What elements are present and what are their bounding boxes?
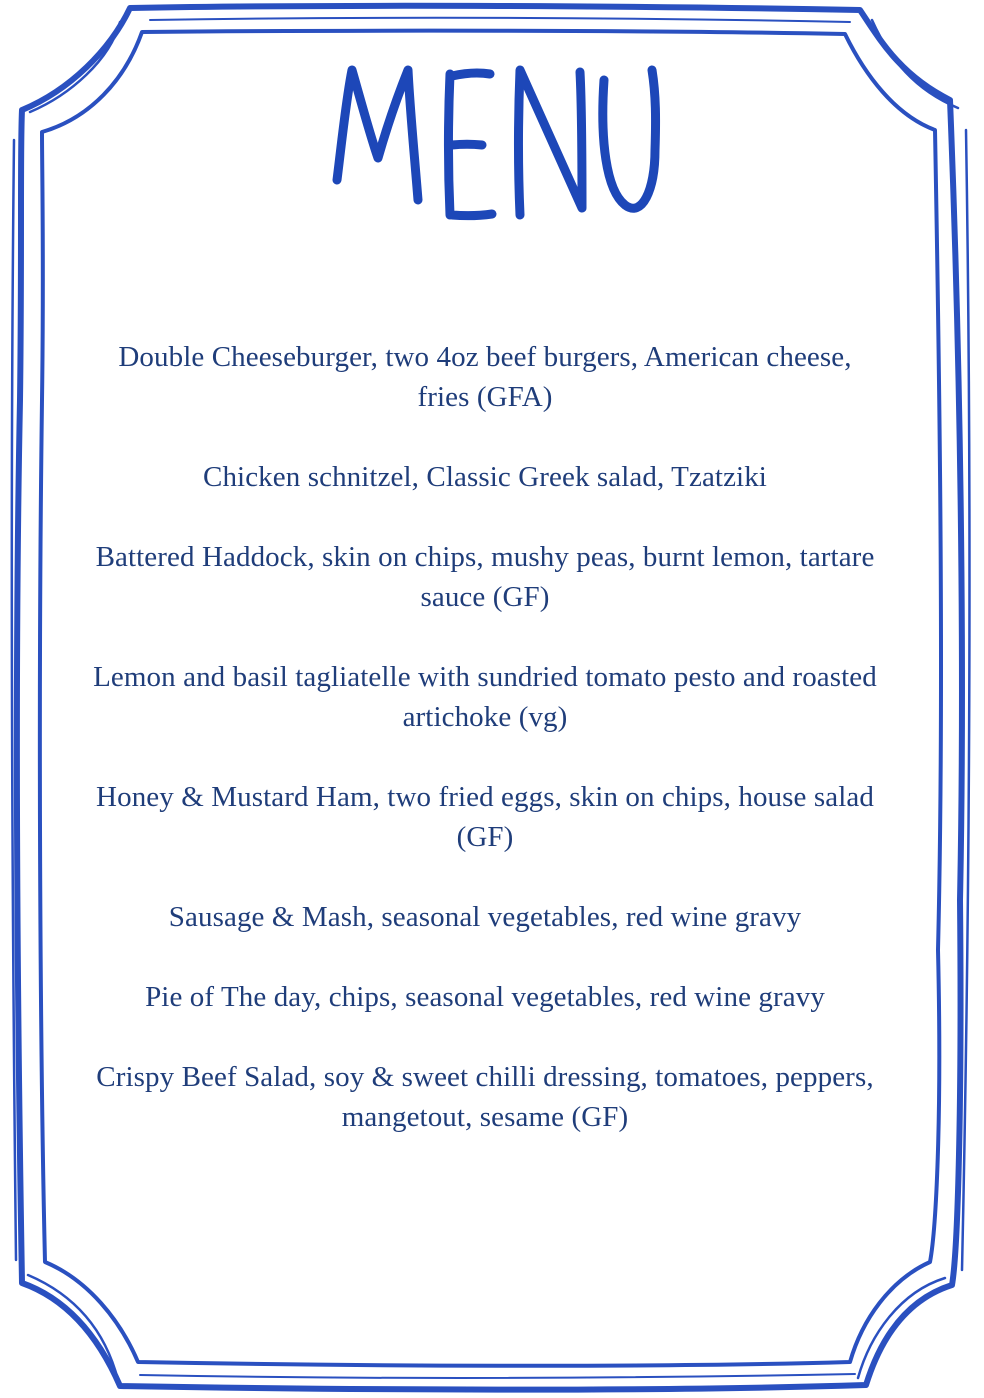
menu-item: Sausage & Mash, seasonal vegetables, red wine gravy <box>168 901 802 933</box>
menu-item-list <box>90 337 880 1177</box>
menu-item: Crispy Beef Salad, soy & sweet chilli dressing, tomatoes, peppers, mangetout, sesame (GF) <box>96 1061 874 1133</box>
menu-item: Honey & Mustard Ham, two fried eggs, skin on chips, house salad (GF) <box>96 781 874 853</box>
menu-item: Double Cheeseburger, two 4oz beef burgers, American cheese, fries (GFA) <box>118 341 852 413</box>
menu-title-lettering <box>0 40 984 240</box>
frame-sketch-line <box>150 18 850 22</box>
menu-title <box>0 40 984 240</box>
frame-sketch-line <box>140 1374 855 1378</box>
menu-item: Chicken schnitzel, Classic Greek salad, Tzatziki <box>203 461 767 493</box>
menu-item: Battered Haddock, skin on chips, mushy peas, burnt lemon, tartare sauce (GF) <box>95 541 875 613</box>
menu-item: Lemon and basil tagliatelle with sundried tomato pesto and roasted artichoke (vg) <box>93 661 877 733</box>
menu-item: Pie of The day, chips, seasonal vegetables, red wine gravy <box>145 981 825 1013</box>
